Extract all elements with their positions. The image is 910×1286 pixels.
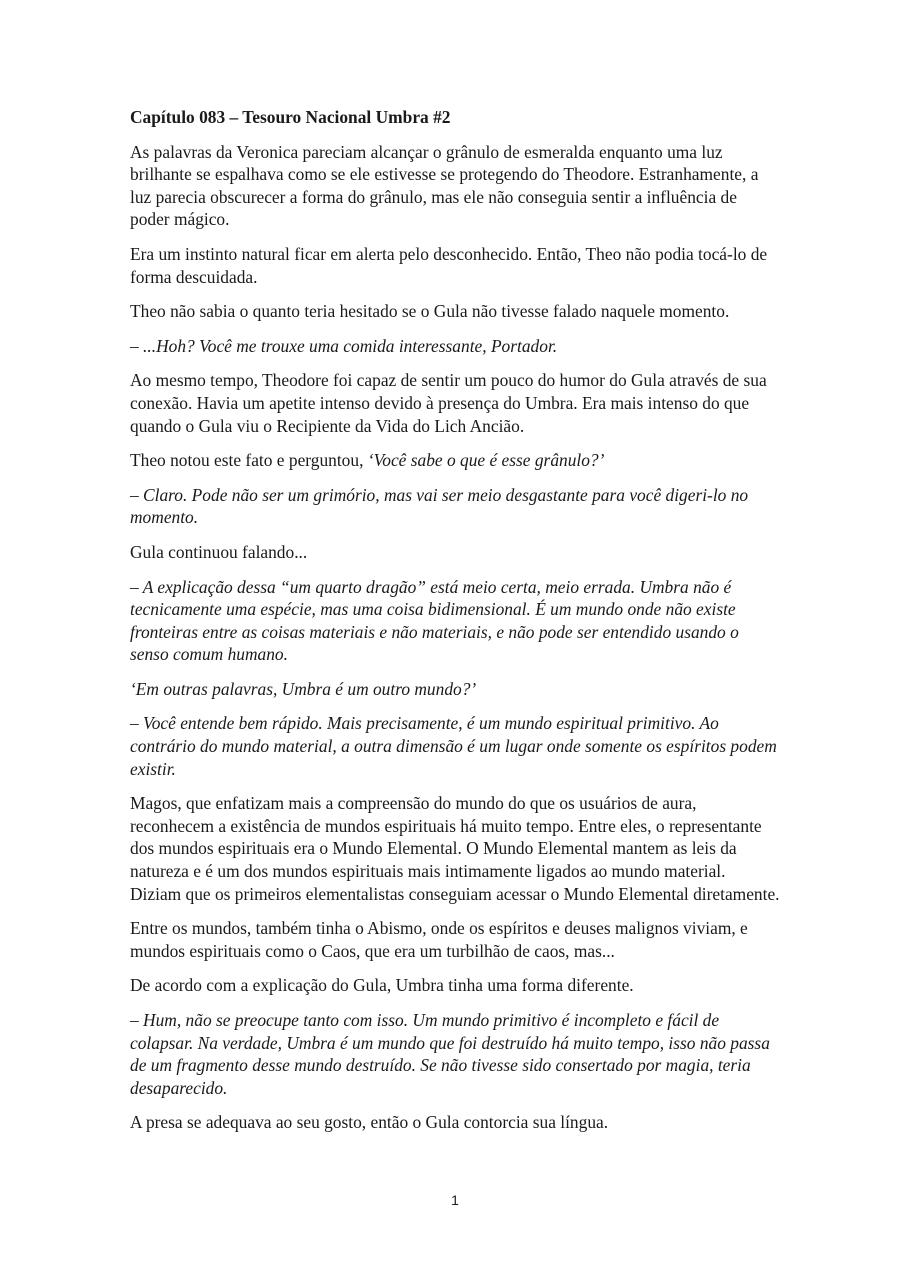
chapter-title: Capítulo 083 – Tesouro Nacional Umbra #2 [130,107,451,127]
dialogue-paragraph: – Hum, não se preocupe tanto com isso. Um mundo primitivo é incompleto e fácil de colapsar. Na verdade, Umbra é um mundo que foi destruído há muito tempo, isso não passa de um fragmento desse mundo destruído. Se não tivesse sido consertado por magia, teria desaparecido. [130,1010,770,1098]
dialogue-paragraph: – A explicação dessa “um quarto dragão” está meio certa, meio errada. Umbra não é tecnicamente uma espécie, mas uma coisa bidimensional. É um mundo onde não existe fronteiras entre as coisas materiais e não materiais, e não pode ser entendido usando o senso comum humano. [130,576,739,665]
paragraph: As palavras da Veronica pareciam alcançar o grânulo de esmeralda enquanto uma luz brilhante se espalhava como se ele estivesse se protegendo do Theodore. Estranhamente, a luz parecia obscurecer a forma do grânulo, mas ele não conseguia sentir a influência de poder mágico. [130,141,759,230]
paragraph-mixed [130,449,780,472]
paragraph: De acordo com a explicação do Gula, Umbra tinha uma forma diferente. [130,975,634,996]
paragraph: Gula continuou falando... [130,541,308,562]
paragraph: Theo não sabia o quanto teria hesitado se o Gula não tivesse falado naquele momento. [130,301,730,322]
paragraph-lead-text: Theo notou este fato e perguntou, [130,450,368,471]
paragraph: Era um instinto natural ficar em alerta pelo desconhecido. Então, Theo não podia tocá-lo de forma descuidada. [130,243,768,287]
dialogue-paragraph: – Claro. Pode não ser um grimório, mas vai ser meio desgastante para você digeri-lo no momento. [130,484,749,528]
document-page [130,106,780,1146]
paragraph: A presa se adequava ao seu gosto, então o Gula contorcia sua língua. [130,1112,609,1133]
dialogue-paragraph: – ...Hoh? Você me trouxe uma comida interessante, Portador. [130,335,558,356]
paragraph: Magos, que enfatizam mais a compreensão do mundo do que os usuários de aura, reconhecem a existência de mundos espirituais há muito tempo. Entre eles, o representante dos mundos espirituais era o Mundo Elemental. O Mundo Elemental mantem as leis da natureza e é um dos mundos espirituais mais intimamente ligados ao mundo material. Diziam que os primeiros elementalistas conseguiam acessar o Mundo Elemental diretamente. [130,793,780,904]
paragraph: Ao mesmo tempo, Theodore foi capaz de sentir um pouco do humor do Gula através de sua conexão. Havia um apetite intenso devido à presença do Umbra. Era mais intenso do que quando o Gula viu o Recipiente da Vida do Lich Ancião. [130,370,767,436]
page-number: 1 [451,1192,459,1208]
paragraph: Entre os mundos, também tinha o Abismo, onde os espíritos e deuses malignos viviam, e mundos espirituais como o Caos, que era um turbilhão de caos, mas... [130,918,748,961]
thought-paragraph: ‘Em outras palavras, Umbra é um outro mundo?’ [130,678,477,699]
inner-thought: ‘Você sabe o que é esse grânulo?’ [367,450,605,471]
dialogue-paragraph: – Você entende bem rápido. Mais precisamente, é um mundo espiritual primitivo. Ao contrário do mundo material, a outra dimensão é um lugar onde somente os espíritos podem existir. [130,713,777,779]
